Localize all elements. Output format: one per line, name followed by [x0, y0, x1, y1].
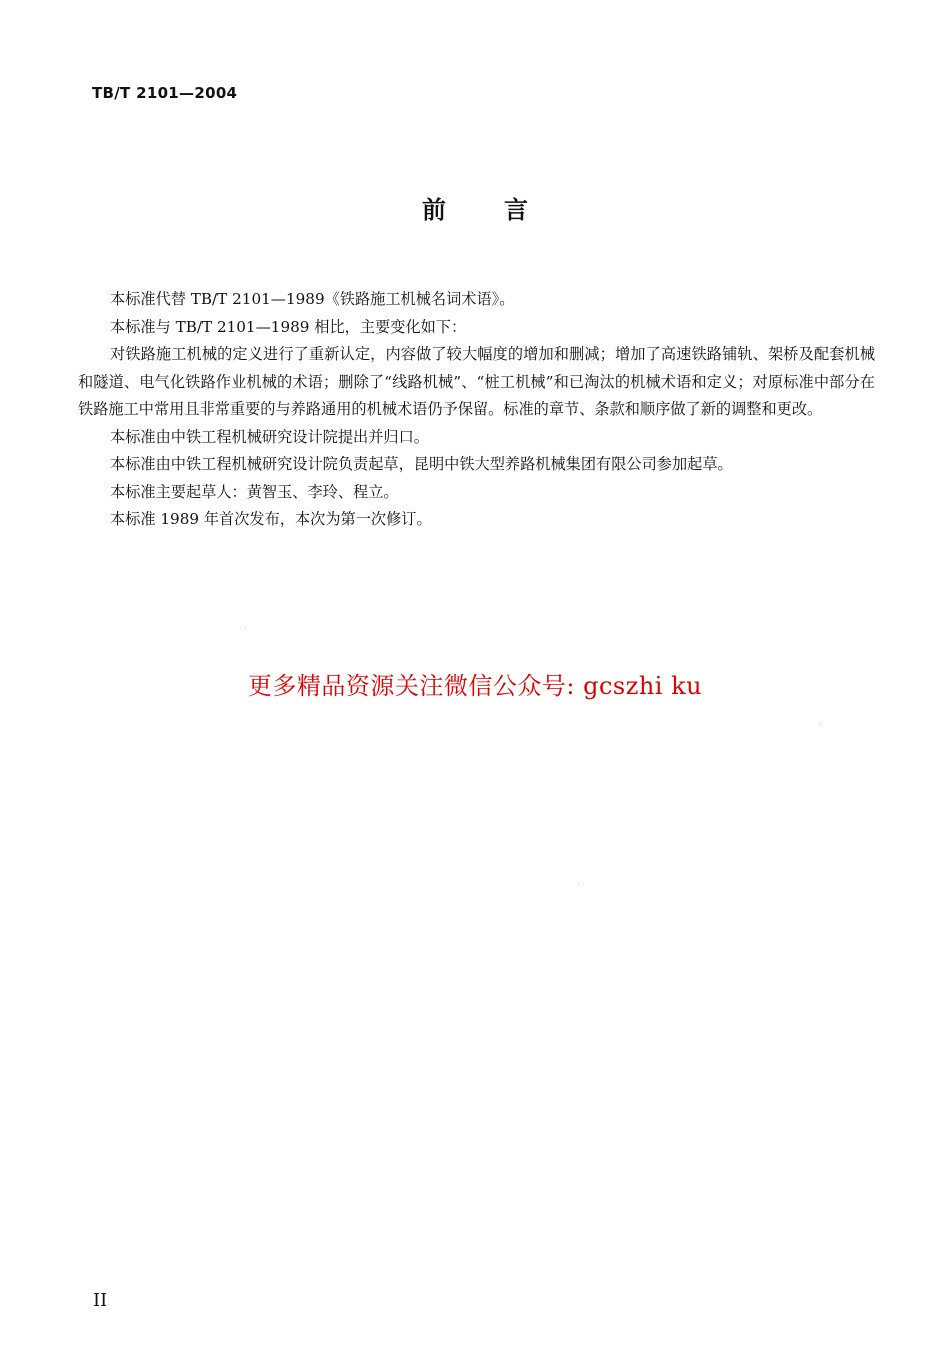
page-number: II [93, 1290, 108, 1311]
watermark-text: 更多精品资源关注微信公众号: gcszhi ku [247, 672, 703, 700]
paragraph-replaces: 本标准代替 TB/T 2101—1989《铁路施工机械名词术语》。 [110, 290, 515, 308]
scan-speck [578, 884, 579, 885]
title-char-1: 前 [422, 196, 446, 224]
paragraph-drafters: 本标准主要起草人：黄智玉、李玲、程立。 [110, 482, 399, 501]
title-char-2: 言 [504, 196, 528, 224]
paragraph-changes-intro: 本标准与 TB/T 2101—1989 相比，主要变化如下： [110, 317, 467, 336]
foreword-body [78, 286, 875, 534]
paragraph-drafting-units: 本标准由中铁工程机械研究设计院负责起草，昆明中铁大型养路机械集团有限公司参加起草。 [110, 455, 733, 473]
document-code: TB/T 2101—2004 [92, 84, 238, 102]
scan-speck [245, 628, 246, 629]
page-title [0, 190, 950, 225]
paragraph-proposer: 本标准由中铁工程机械研究设计院提出并归口。 [110, 427, 429, 446]
paragraph-changes-detail: 对铁路施工机械的定义进行了重新认定，内容做了较大幅度的增加和删减；增加了高速铁路铺轨、架桥及配套机械和隧道、电气化铁路作业机械的术语；删除了“线路机械”、“桩工机械”和已淘汰的机械术语和定义；对原标准中部分在铁路施工中常用且非常重要的与养路通用的机械术语仍予保留。标准的章节、条款和顺序做了新的调整和更改。 [78, 345, 875, 418]
scan-speck [820, 723, 821, 724]
paragraph-history: 本标准 1989 年首次发布，本次为第一次修订。 [110, 510, 432, 528]
